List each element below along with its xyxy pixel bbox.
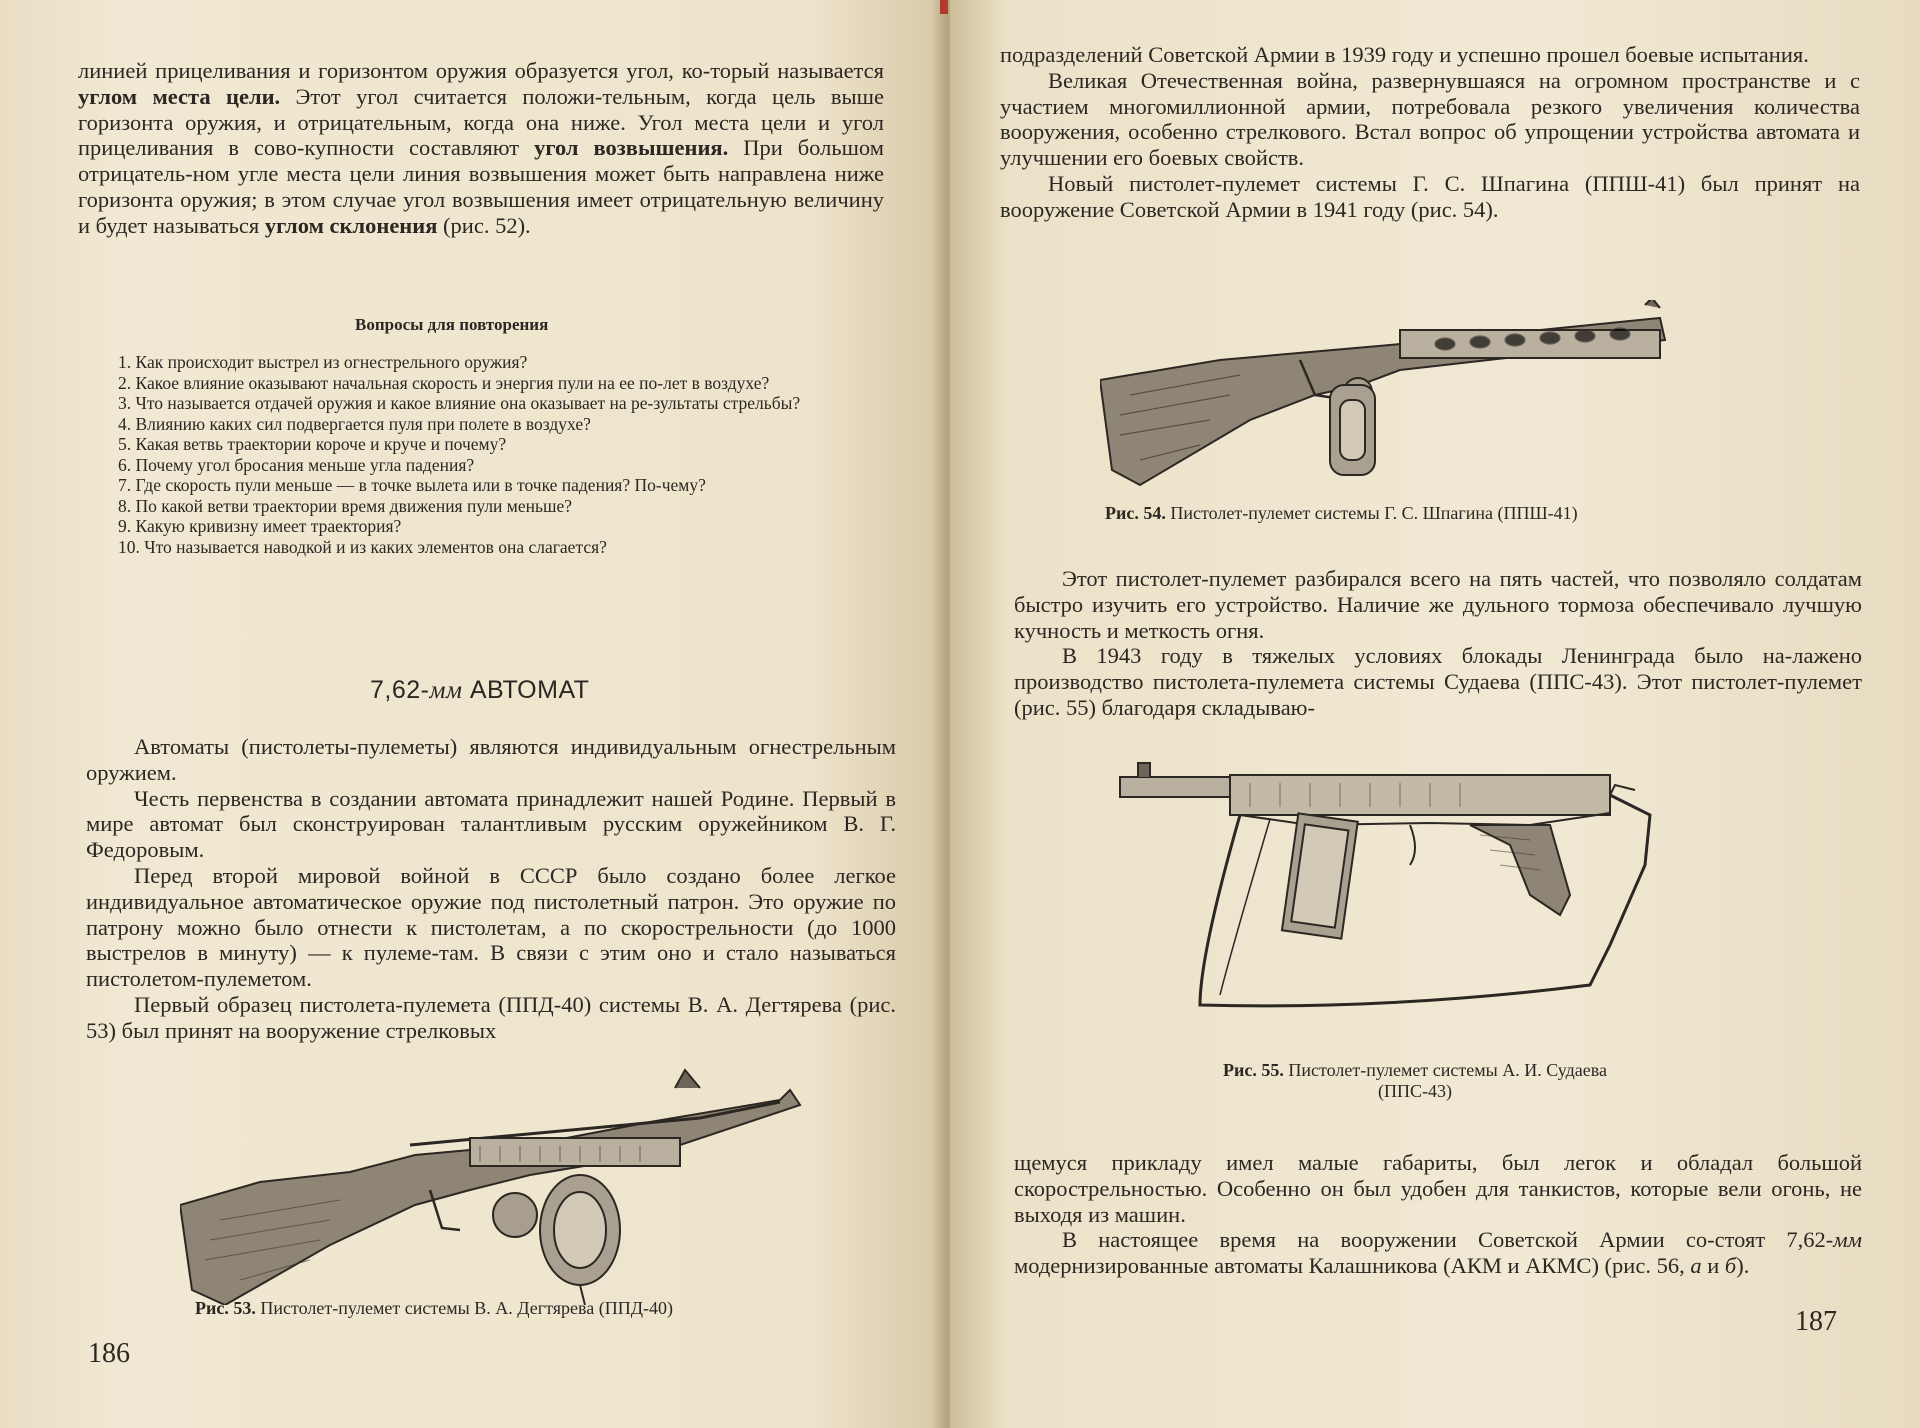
right-bottom-text	[1014, 1150, 1862, 1279]
right-page	[950, 0, 1920, 1428]
question-item: 4. Влиянию каких сил подвергается пуля при полете в воздухе?	[118, 413, 591, 434]
body-paragraph: Честь первенства в создании автомата принадлежит нашей Родине. Первый в мире автомат был сконструирован талантливым русским оружейником В. Г. Федоровым.	[86, 785, 896, 863]
body-paragraph: Этот пистолет-пулемет разбирался всего на пять частей, что позволяло солдатам быстро изучить его устройство. Наличие же дульного тормоза обеспечивало лучшую кучность и меткость огня.	[1014, 566, 1862, 643]
term-elevation-target: углом места цели.	[78, 83, 281, 109]
question-item: 9. Какую кривизну имеет траектория?	[118, 516, 402, 536]
binding-ribbon	[940, 0, 948, 14]
intro-paragraph	[78, 58, 884, 239]
body-paragraph: подразделений Советской Армии в 1939 году и успешно прошел боевые испытания.	[1000, 42, 1809, 67]
right-top-text	[1000, 42, 1860, 223]
section-title: 7,62-мм АВТОМАТ	[370, 676, 590, 704]
questions-heading: Вопросы для повторения	[355, 315, 549, 334]
intro-text-1: линией прицеливания и горизонтом оружия образуется угол, ко-торый называется	[78, 58, 884, 83]
question-item: 2. Какое влияние оказывают начальная скорость и энергия пули на ее по-лет в воздухе?	[118, 372, 770, 393]
section-body	[86, 734, 896, 1044]
ppd40-illustration	[180, 1060, 820, 1305]
question-item: 7. Где скорость пули меньше — в точке вылета или в точке падения? По-чему?	[118, 475, 706, 495]
question-item: 1. Как происходит выстрел из огнестрельного оружия?	[118, 352, 528, 372]
body-paragraph: Великая Отечественная война, развернувшаяся на огромном пространстве и с участием многомиллионной армии, потребовала резкого увеличения количества вооружения, особенно стрелкового. Встал вопрос об упрощении устройства автомата и улучшении его боевых свойств.	[1000, 67, 1860, 171]
body-paragraph: В 1943 году в тяжелых условиях блокады Ленинграда было на-лажено производство пистолета-пулемета системы Судаева (ППС-43). Этот пистолет-пулемет (рис. 55) благодаря складываю-	[1014, 643, 1862, 720]
body-paragraph: Автоматы (пистолеты-пулеметы) являются индивидуальным огнестрельным оружием.	[86, 734, 896, 785]
question-item: 8. По какой ветви траектории время движения пули меньше?	[118, 495, 573, 516]
ppsh41-illustration	[1100, 300, 1670, 490]
body-paragraph: щемуся прикладу имел малые габариты, был легок и обладал большой скорострельностью. Особенно он был удобен для танкистов, которые вели огонь, не выходя из машин.	[1014, 1150, 1862, 1227]
body-paragraph: В настоящее время на вооружении Советской Армии со-стоят 7,62-мм модернизированные автоматы Калашникова (АКМ и АКМС) (рис. 56, а и б).	[1014, 1227, 1862, 1279]
fig53-caption: Рис. 53. Пистолет-пулемет системы В. А. Дегтярева (ППД-40)	[195, 1298, 673, 1318]
body-paragraph: Новый пистолет-пулемет системы Г. С. Шпагина (ППШ-41) был принят на вооружение Советской Армии в 1941 году (рис. 54).	[1000, 170, 1860, 222]
pps43-illustration	[1110, 755, 1670, 1030]
left-page	[0, 0, 950, 1428]
term-angle-elevation: угол возвышения.	[534, 135, 729, 161]
term-angle-depression: углом склонения	[264, 212, 438, 238]
question-item: 3. Что называется отдачей оружия и какое влияние она оказывает на ре-зультаты стрельбы?	[118, 393, 801, 413]
intro-text-3: При большом отрицатель-ном угле места цели линия возвышения может быть направлена ниже горизонта оружия; в этом случае угол возвышения имеет отрицательную величину и будет называться	[78, 135, 884, 238]
body-paragraph: Первый образец пистолета-пулемета (ППД-40) системы В. А. Дегтярева (рис. 53) был принят на вооружение стрелковых	[86, 991, 896, 1043]
questions-list	[78, 352, 884, 557]
fig55-caption: Рис. 55. Пистолет-пулемет системы А. И. Судаева (ППС-43)	[1222, 1060, 1608, 1101]
question-item: 10. Что называется наводкой и из каких элементов она слагается?	[118, 536, 607, 557]
body-paragraph: Перед второй мировой войной в СССР было создано более легкое индивидуальное автоматическое оружие под пистолетный патрон. Это оружие по патрону можно было отнести к пистолетам, а по скорострельности (до 1000 выстрелов в минуту) — к пулеме-там. В связи с этим оно и стало называться пистолетом-пулеметом.	[86, 862, 896, 992]
fig54-caption: Рис. 54. Пистолет-пулемет системы Г. С. Шпагина (ППШ-41)	[1105, 503, 1578, 523]
question-item: 5. Какая ветвь траектории короче и круче и почему?	[118, 434, 507, 454]
right-mid-text	[1014, 566, 1862, 721]
intro-text-4: (рис. 52).	[437, 212, 531, 238]
page-number-right: 187	[1795, 1306, 1837, 1337]
page-number-left: 186	[88, 1338, 130, 1369]
intro-text-2: Этот угол считается положи-тельным, когда цель выше горизонта оружия, и отрицательным, когда она ниже. Угол места цели и угол прицеливания в сово-купности составляют	[78, 83, 884, 161]
question-item: 6. Почему угол бросания меньше угла падения?	[118, 454, 475, 475]
